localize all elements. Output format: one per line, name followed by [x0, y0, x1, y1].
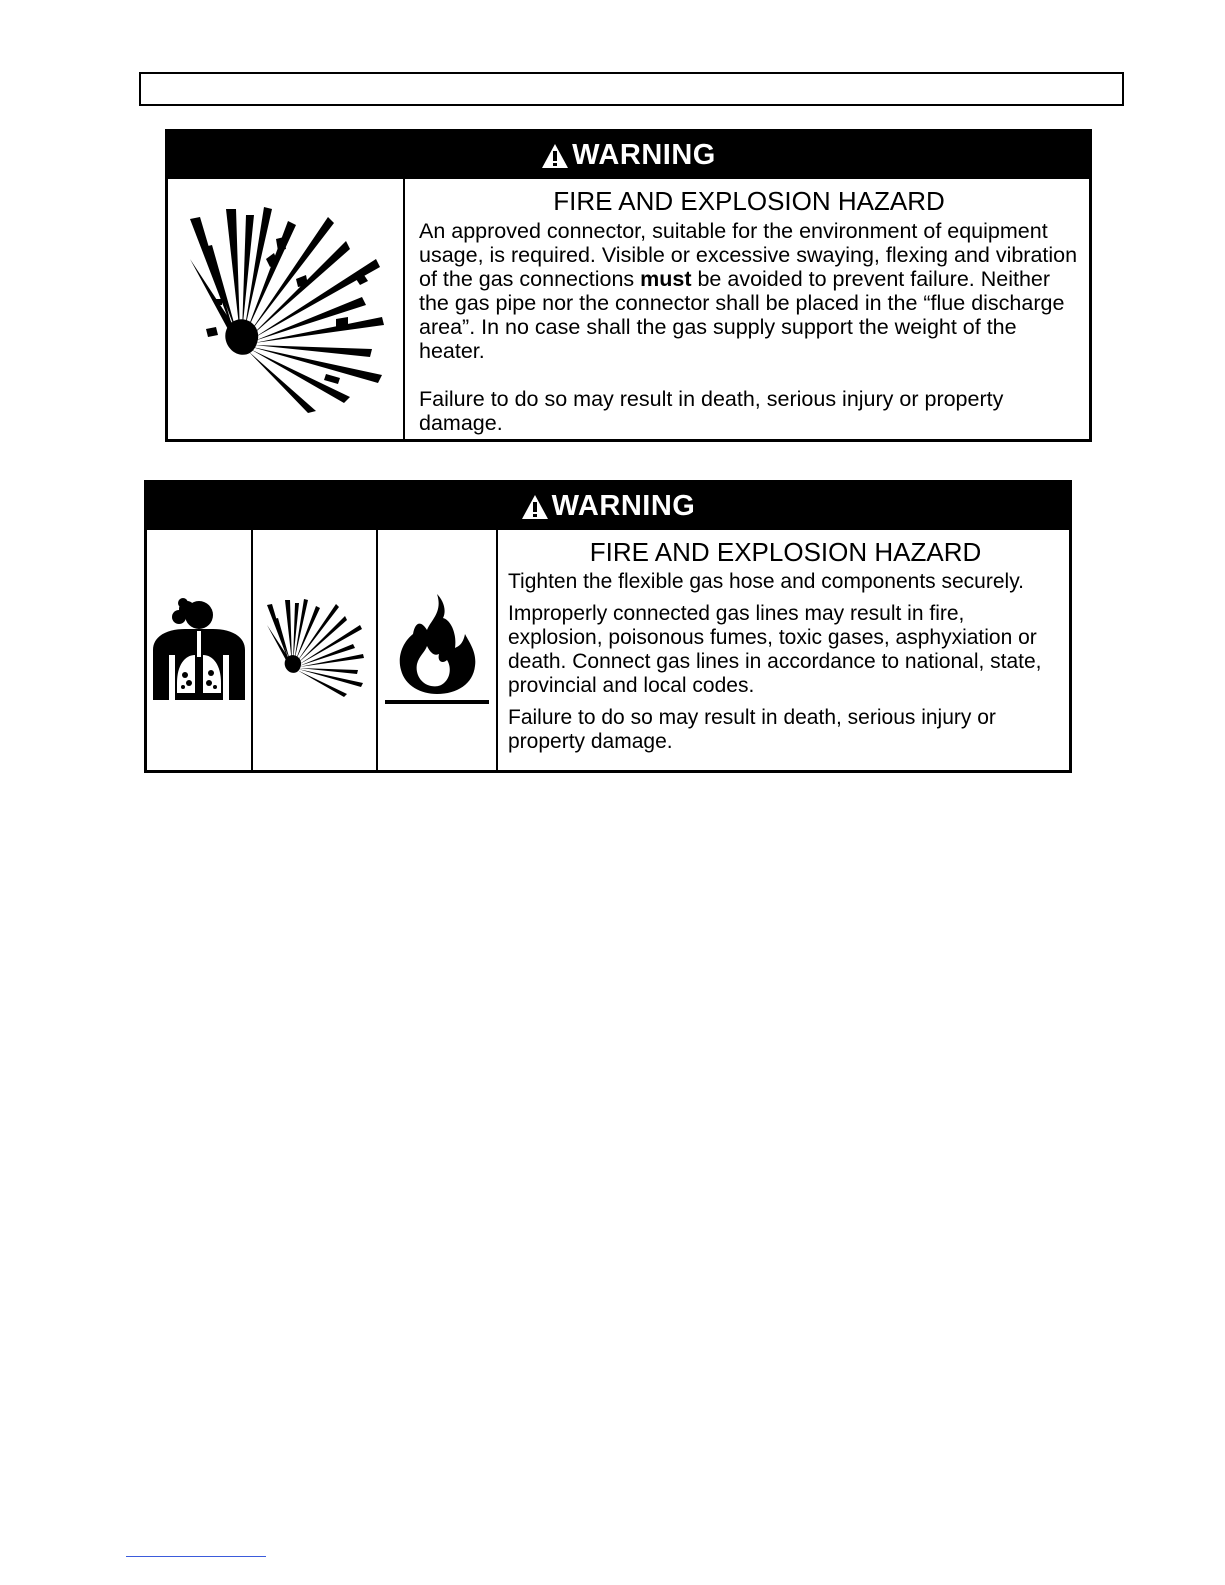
warning-header [168, 132, 1089, 179]
toxic-fumes-icon [149, 595, 249, 705]
signal-word: WARNING [551, 490, 696, 522]
warning-text-part: be avoided to prevent failure. Neither the gas pipe nor the connector shall be placed in the “flue discharge area”. In no case shall the gas supply support the weight of the heater. [419, 267, 1065, 363]
warning-paragraph: Tighten the flexible gas hose and components securely. [508, 570, 1024, 593]
pictogram-cell [168, 179, 405, 439]
pictogram-cell [378, 530, 498, 770]
warning-text-cell [498, 530, 1069, 770]
warning-consequence: Failure to do so may result in death, serious injury or property damage. [508, 706, 996, 753]
signal-word: WARNING [572, 139, 716, 171]
warning-text-cell [405, 179, 1089, 439]
pictogram-cell [147, 530, 253, 770]
warning-paragraph [419, 219, 1079, 363]
warning-box-connector [165, 129, 1092, 442]
footnote-rule [126, 1556, 266, 1557]
warning-paragraph: Improperly connected gas lines may result in fire, explosion, poisonous fumes, toxic gases, asphyxiation or death. Connect gas lines in accordance to national, state, provincial and local codes. [508, 602, 1042, 697]
explosion-icon [260, 595, 370, 705]
alert-triangle-icon [521, 494, 549, 520]
warning-consequence: Failure to do so may result in death, serious injury or property damage. [419, 387, 1004, 435]
alert-triangle-icon [541, 143, 569, 169]
fire-icon [381, 590, 493, 710]
page-header-bar [139, 72, 1124, 106]
warning-text-emphasis: must [640, 267, 692, 291]
hazard-title: FIRE AND EXPLOSION HAZARD [589, 537, 982, 567]
warning-box-gas-hose [144, 480, 1072, 773]
warning-text-part: An approved connector, suitable for the environment of equipment usage, is required. Visible or excessive swaying, flexing and vibration of the gas connections [419, 219, 1078, 291]
warning-header [147, 483, 1069, 530]
hazard-title: FIRE AND EXPLOSION HAZARD [553, 186, 945, 216]
pictogram-cell [253, 530, 378, 770]
explosion-icon [176, 199, 396, 419]
